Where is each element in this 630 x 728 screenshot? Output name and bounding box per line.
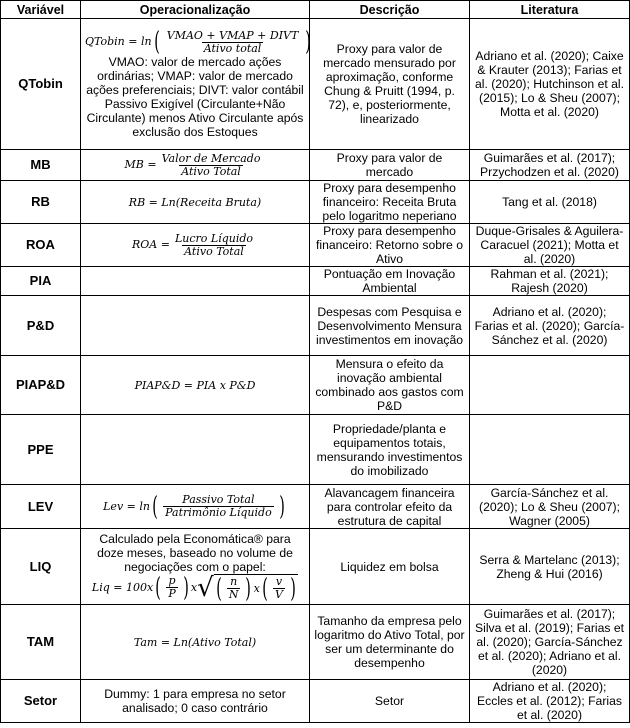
var-cell: MB (1, 150, 81, 181)
desc-cell: Mensura o efeito da inovação ambiental combinado aos gastos com P&D (310, 356, 470, 415)
lit-cell: García-Sánchez et al. (2020); Lo & Sheu (2007); Wagner (2005) (470, 485, 630, 529)
op-text: VMAO: valor de mercado ações ordinárias; VMAP: valor de mercado ações preferenciais; DIVT: valor contábil Passivo Exigível (Circulante+Não Circulante) menos Ativo Circulante após exclusão dos Estoques (86, 55, 304, 139)
var-cell: P&D (1, 296, 81, 356)
var-cell: PPE (1, 415, 81, 485)
header-literatura: Literatura (470, 1, 630, 19)
desc-cell: Despesas com Pesquisa e Desenvolvimento Mensura investimentos em inovação (310, 296, 470, 356)
lit-cell: Serra & Martelanc (2013); Zheng & Hui (2016) (470, 529, 630, 605)
table-row-qtobin (1, 19, 630, 150)
op-cell (81, 605, 310, 680)
header-operacionalizacao: Operacionalização (81, 1, 310, 19)
formula-mb: MB = $\frac{\text{Valor de Mercado}}{\text{Ativo Total}}$ (124, 151, 261, 178)
var-cell: QTobin (1, 19, 81, 150)
var-cell: LIQ (1, 529, 81, 605)
table-row-liq (1, 529, 630, 605)
table-row-lev (1, 485, 630, 529)
lit-cell (470, 356, 630, 415)
table-row-piapd (1, 356, 630, 415)
formula-tam: Tam = Ln(Ativo Total) (133, 635, 257, 649)
lit-cell: Adriano et al. (2020); Eccles et al. (2012); Farias et al. (2020) (470, 680, 630, 723)
op-cell (81, 267, 310, 296)
table-row-ppe (1, 415, 630, 485)
var-cell: TAM (1, 605, 81, 680)
op-cell (81, 415, 310, 485)
lit-cell: Rahman et al. (2021); Rajesh (2020) (470, 267, 630, 296)
op-cell (81, 356, 310, 415)
lit-cell: Duque-Grisales & Aguilera-Caracuel (2021); Motta et al. (2020) (470, 224, 630, 267)
op-cell (81, 296, 310, 356)
lit-cell: Guimarães et al. (2017); Silva et al. (2019); Farias et al. (2020); García-Sánchez et al. (2020); Adriano et al. (2020) (470, 605, 630, 680)
op-cell (81, 224, 310, 267)
table-row-rb (1, 181, 630, 224)
op-cell (81, 150, 310, 181)
var-cell: RB (1, 181, 81, 224)
formula-lev: Lev = ln ( $\frac{\text{Passivo Total}}{\text{Patrimônio Líquido}}$ ) (103, 491, 285, 522)
var-cell: ROA (1, 224, 81, 267)
var-cell: Setor (1, 680, 81, 723)
op-text: Calculado pela Economática® para doze meses, baseado no volume de negociações com o papel: (97, 531, 293, 574)
formula-liq: Liq = 100x ( $\frac{p}{P}$ ) x √ ( $\frac{n}{N}$ ) x ( $\frac{v}{V}$ ) (92, 574, 298, 602)
op-cell (81, 529, 310, 605)
desc-cell: Setor (310, 680, 470, 723)
formula-qtobin: QTobin = ln ( $\frac{\text{VMAO + VMAP + DIVT}}{\text{Ativo total}}$ ) (85, 27, 312, 57)
lit-cell (470, 415, 630, 485)
formula-roa: ROA = $\frac{\text{Lucro Líquido}}{\text{Ativo Total}}$ (131, 231, 254, 258)
desc-cell: Liquidez em bolsa (310, 529, 470, 605)
var-cell: PIAP&D (1, 356, 81, 415)
var-cell: PIA (1, 267, 81, 296)
lit-cell: Guimarães et al. (2017); Przychodzen et al. (2020) (470, 150, 630, 181)
header-row (1, 1, 630, 19)
desc-cell: Proxy para valor de mercado (310, 150, 470, 181)
desc-cell: Proxy para valor de mercado mensurado por aproximação, conforme Chung & Pruitt (1994, p. 72), e, posteriormente, linearizado (310, 19, 470, 150)
lit-cell: Adriano et al. (2020); Caixe & Krauter (2013); Farias et al. (2020); Hutchinson et al. (2015); Lo & Sheu (2007); Motta et al. (2020) (470, 19, 630, 150)
lit-cell: Adriano et al. (2020); Farias et al. (2020); García-Sánchez et al. (2020) (470, 296, 630, 356)
formula-rb: RB = Ln(Receita Bruta) (128, 195, 262, 209)
header-descricao: Descrição (310, 1, 470, 19)
desc-cell: Alavancagem financeira para controlar efeito da estrutura de capital (310, 485, 470, 529)
desc-cell: Proxy para desempenho financeiro: Receita Bruta pelo logaritmo neperiano (310, 181, 470, 224)
op-cell (81, 19, 310, 150)
table-row-mb (1, 150, 630, 181)
lit-cell: Tang et al. (2018) (470, 181, 630, 224)
desc-cell: Proxy para desempenho financeiro: Retorno sobre o Ativo (310, 224, 470, 267)
desc-cell: Propriedade/planta e equipamentos totais, mensurando investimentos do imobilizado (310, 415, 470, 485)
table-row-setor (1, 680, 630, 723)
table-row-pd (1, 296, 630, 356)
op-cell (81, 181, 310, 224)
desc-cell: Tamanho da empresa pelo logaritmo do Ativo Total, por ser um determinante do desempenho (310, 605, 470, 680)
var-cell: LEV (1, 485, 81, 529)
header-variavel: Variável (1, 1, 81, 19)
op-cell (81, 485, 310, 529)
table-row-pia (1, 267, 630, 296)
desc-cell: Pontuação em Inovação Ambiental (310, 267, 470, 296)
op-cell: Dummy: 1 para empresa no setor analisado; 0 caso contrário (81, 680, 310, 723)
table-row-tam (1, 605, 630, 680)
table-row-roa (1, 224, 630, 267)
formula-piapd: PIAP&D = PIA x P&D (134, 378, 256, 392)
